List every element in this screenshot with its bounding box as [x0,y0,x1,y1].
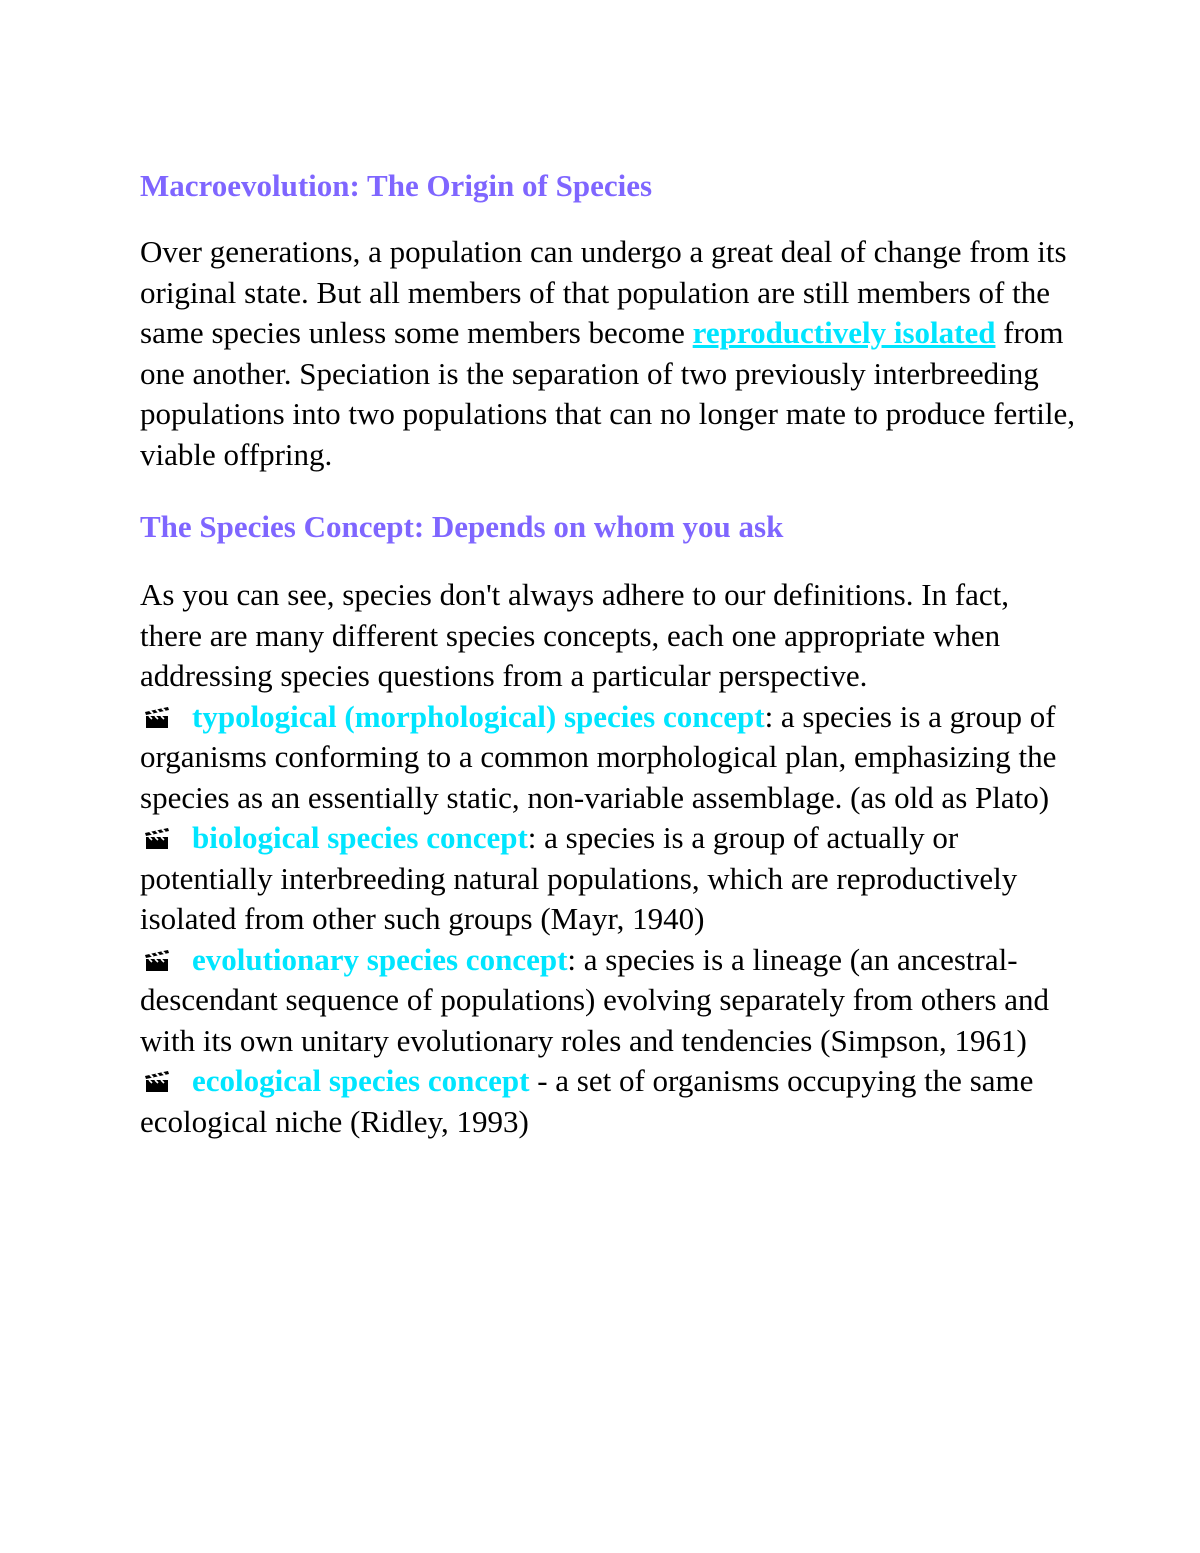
clapperboard-icon [144,820,174,842]
reproductively-isolated-link[interactable]: reproductively isolated [692,315,996,350]
clapperboard-icon [144,1063,174,1085]
concept-definition: : a species is a lineage (an ancestral-descendant sequence of populations) evolving separately from others and with its own unitary evolutionary roles and tendencies (Simpson, 1961) [140,941,1050,1058]
concept-definition: - a set of organisms occupying the same ecological niche (Ridley, 1993) [140,1063,1034,1139]
paragraph-text-before-link: Over generations, a population can undergo a great deal of change from its original state. But all members of that population are still members of the same species unless some members become [140,234,1067,350]
list-item [140,940,1075,1062]
section-title-macroevolution: Macroevolution: The Origin of Species [140,168,653,203]
list-item [140,697,1075,819]
paragraph-species-intro: As you can see, species don't always adhere to our definitions. In fact, there are many different species concepts, each one appropriate when addressing species questions from a particular perspective. [140,577,1010,693]
clapperboard-icon [144,942,174,964]
concept-definition: : a species is a group of actually or potentially interbreeding natural populations, which are reproductively isolated from other such groups (Mayr, 1940) [140,820,1018,936]
list-item [140,818,1075,940]
concept-term: biological species concept [192,820,528,855]
concept-definition: : a species is a group of organisms conforming to a common morphological plan, emphasizing the species as an essentially static, non-variable assemblage. (as old as Plato) [140,698,1057,815]
clapperboard-icon [144,699,174,721]
concept-term: evolutionary species concept [192,941,568,977]
paragraph-speciation [140,232,1075,475]
concept-term: typological (morphological) species concept [192,698,765,734]
document-page [140,166,1075,1142]
list-item [140,1061,1075,1142]
paragraph-text-after-link: from one another. Speciation is the separation of two previously interbreeding populations into two populations that can no longer mate to produce fertile, viable offpring. [140,315,1075,472]
species-concept-list [140,697,1075,1143]
section-title-species-concept: The Species Concept: Depends on whom you ask [140,509,784,544]
concept-term: ecological species concept [192,1063,530,1098]
